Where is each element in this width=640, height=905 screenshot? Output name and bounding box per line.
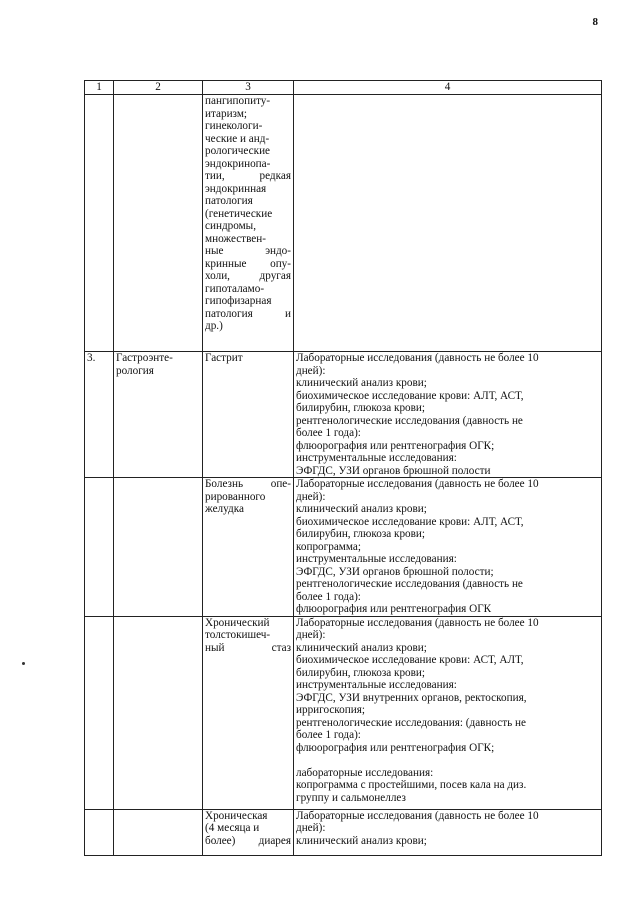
table-cell-col-3 (203, 809, 294, 855)
cell-text-line: флюорография или рентгенография ОГК; (296, 741, 495, 754)
cell-text-line: Хроническая (205, 809, 268, 822)
cell-text-line: инструментальные исследования: (296, 452, 457, 464)
cell-text-line: более) диарея (205, 834, 291, 847)
cell-text-line: Лабораторные исследования (давность не более 10 (296, 478, 539, 490)
cell-text-line: рентгенологические исследования: (давность не (296, 716, 527, 729)
cell-text-line: рентгенологические исследования (давность не (296, 578, 523, 590)
cell-text-line: Лабораторные исследования (давность не более 10 (296, 809, 539, 822)
table-row (85, 95, 602, 352)
table-cell-col-2 (114, 809, 203, 855)
cell-text-line: ЭФГДС, УЗИ органов брюшной полости; (296, 565, 494, 578)
table-row (85, 352, 602, 478)
cell-text-line: клинический анализ крови; (296, 377, 427, 389)
table-row (85, 809, 602, 855)
table-cell-col-2 (114, 478, 203, 617)
cell-text-line: патология (205, 195, 253, 207)
table-cell-col-2 (114, 616, 203, 809)
scan-artifact-dot (22, 662, 25, 665)
header-col-3: 3 (203, 81, 294, 95)
cell-text-line: толстокишеч- (205, 629, 271, 641)
cell-text-line: эндокринопа- (205, 157, 271, 170)
cell-text-line: билирубин, глюкоза крови; (296, 666, 426, 679)
cell-text-line: более 1 года): (296, 729, 361, 741)
cell-text-line: рированного (205, 490, 266, 503)
table-cell-col-4 (294, 478, 602, 617)
page-number: 8 (592, 16, 598, 28)
table-cell-col-2 (114, 95, 203, 352)
cell-text-line: ЭФГДС, УЗИ внутренних органов, ректоскопия, (296, 691, 527, 704)
cell-text-line: билирубин, глюкоза крови; (296, 528, 426, 540)
cell-text-line: биохимическое исследование крови: АЛТ, АСТ, (296, 389, 524, 402)
cell-text-line: инструментальные исследования: (296, 553, 457, 565)
cell-text-line: клинический анализ крови; (296, 641, 427, 654)
cell-text-line: клинический анализ крови; (296, 834, 427, 847)
cell-text-line: Гастроэнте- (116, 352, 173, 364)
cell-text-line: инструментальные исследования: (296, 679, 457, 691)
table-cell-col-4 (294, 616, 602, 809)
table-cell-col-1 (85, 478, 114, 617)
cell-text-line: ный стаз (205, 641, 291, 654)
cell-text-line: флюорография или рентгенография ОГК (296, 603, 492, 615)
table-row (85, 478, 602, 617)
cell-text-line: гипоталамо- (205, 282, 265, 295)
cell-text-line: рология (116, 364, 154, 377)
cell-text-line: (генетические (205, 207, 273, 220)
cell-text-line: ЭФГДС, УЗИ органов брюшной полости (296, 464, 491, 477)
cell-text-line: ные эндо- (205, 245, 291, 257)
header-col-1: 1 (85, 81, 114, 95)
cell-text-line: кринные опу- (205, 257, 291, 270)
table-cell-col-4 (294, 809, 602, 855)
cell-text-line: Лабораторные исследования (давность не более 10 (296, 352, 539, 364)
cell-text-line: Гастрит (205, 352, 243, 364)
cell-text-line: более 1 года): (296, 427, 361, 439)
table-cell-col-3 (203, 352, 294, 478)
cell-text-line (296, 754, 599, 767)
cell-text-line: дней): (296, 822, 326, 834)
cell-text-line: рентгенологические исследования (давность не (296, 414, 523, 427)
table-header-row (85, 81, 602, 95)
document-table (84, 80, 602, 856)
cell-text-line: Хронический (205, 616, 270, 629)
table-cell-col-1 (85, 95, 114, 352)
cell-text-line: группу и сальмонеллез (296, 791, 406, 804)
table-cell-col-4 (294, 352, 602, 478)
cell-text-line: дней): (296, 629, 326, 641)
cell-text-line: рологические (205, 145, 271, 157)
cell-text-line: итаризм; (205, 107, 248, 120)
table-row (85, 616, 602, 809)
cell-text-line: биохимическое исследование крови: АСТ, АЛТ, (296, 654, 524, 666)
table-cell-col-4 (294, 95, 602, 352)
table-cell-col-1 (85, 352, 114, 478)
table-cell-col-3 (203, 478, 294, 617)
cell-text-line: патология и (205, 307, 291, 320)
cell-text-line: холи, другая (205, 270, 291, 282)
cell-text-line: ирригоскопия; (296, 704, 365, 716)
cell-text-line: Лабораторные исследования (давность не более 10 (296, 616, 539, 629)
header-col-4: 4 (294, 81, 602, 95)
cell-text-line: гипофизарная (205, 295, 272, 307)
cell-text-line: множествен- (205, 232, 266, 245)
table-cell-col-2 (114, 352, 203, 478)
cell-text-line: копрограмма; (296, 540, 361, 553)
cell-text-line: гинекологи- (205, 120, 263, 132)
table-cell-col-1 (85, 809, 114, 855)
cell-text-line: желудка (205, 503, 244, 515)
cell-text-line: синдромы, (205, 220, 256, 232)
cell-text-line: дней): (296, 490, 326, 503)
cell-text-line: тии, редкая (205, 170, 291, 182)
table-cell-col-3 (203, 95, 294, 352)
cell-text-line: (4 месяца и (205, 822, 260, 834)
cell-text-line: др.) (205, 320, 223, 332)
cell-text-line: ческие и анд- (205, 132, 270, 145)
cell-text-line: билирубин, глюкоза крови; (296, 402, 426, 414)
header-col-2: 2 (114, 81, 203, 95)
cell-text-line: более 1 года): (296, 590, 361, 603)
cell-text-line: эндокринная (205, 182, 267, 195)
table-cell-col-1 (85, 616, 114, 809)
cell-text: 3. (87, 352, 96, 364)
cell-text-line: флюорография или рентгенография ОГК; (296, 439, 495, 452)
cell-text-line: лабораторные исследования: (296, 766, 434, 779)
cell-text-line: Болезнь опе- (205, 478, 291, 490)
cell-text-line: пангипопиту- (205, 95, 271, 107)
cell-text-line: биохимическое исследование крови: АЛТ, АСТ, (296, 515, 524, 528)
table-cell-col-3 (203, 616, 294, 809)
cell-text-line: копрограмма с простейшими, посев кала на диз. (296, 779, 527, 791)
cell-text-line: клинический анализ крови; (296, 503, 427, 515)
cell-text-line: дней): (296, 364, 326, 377)
